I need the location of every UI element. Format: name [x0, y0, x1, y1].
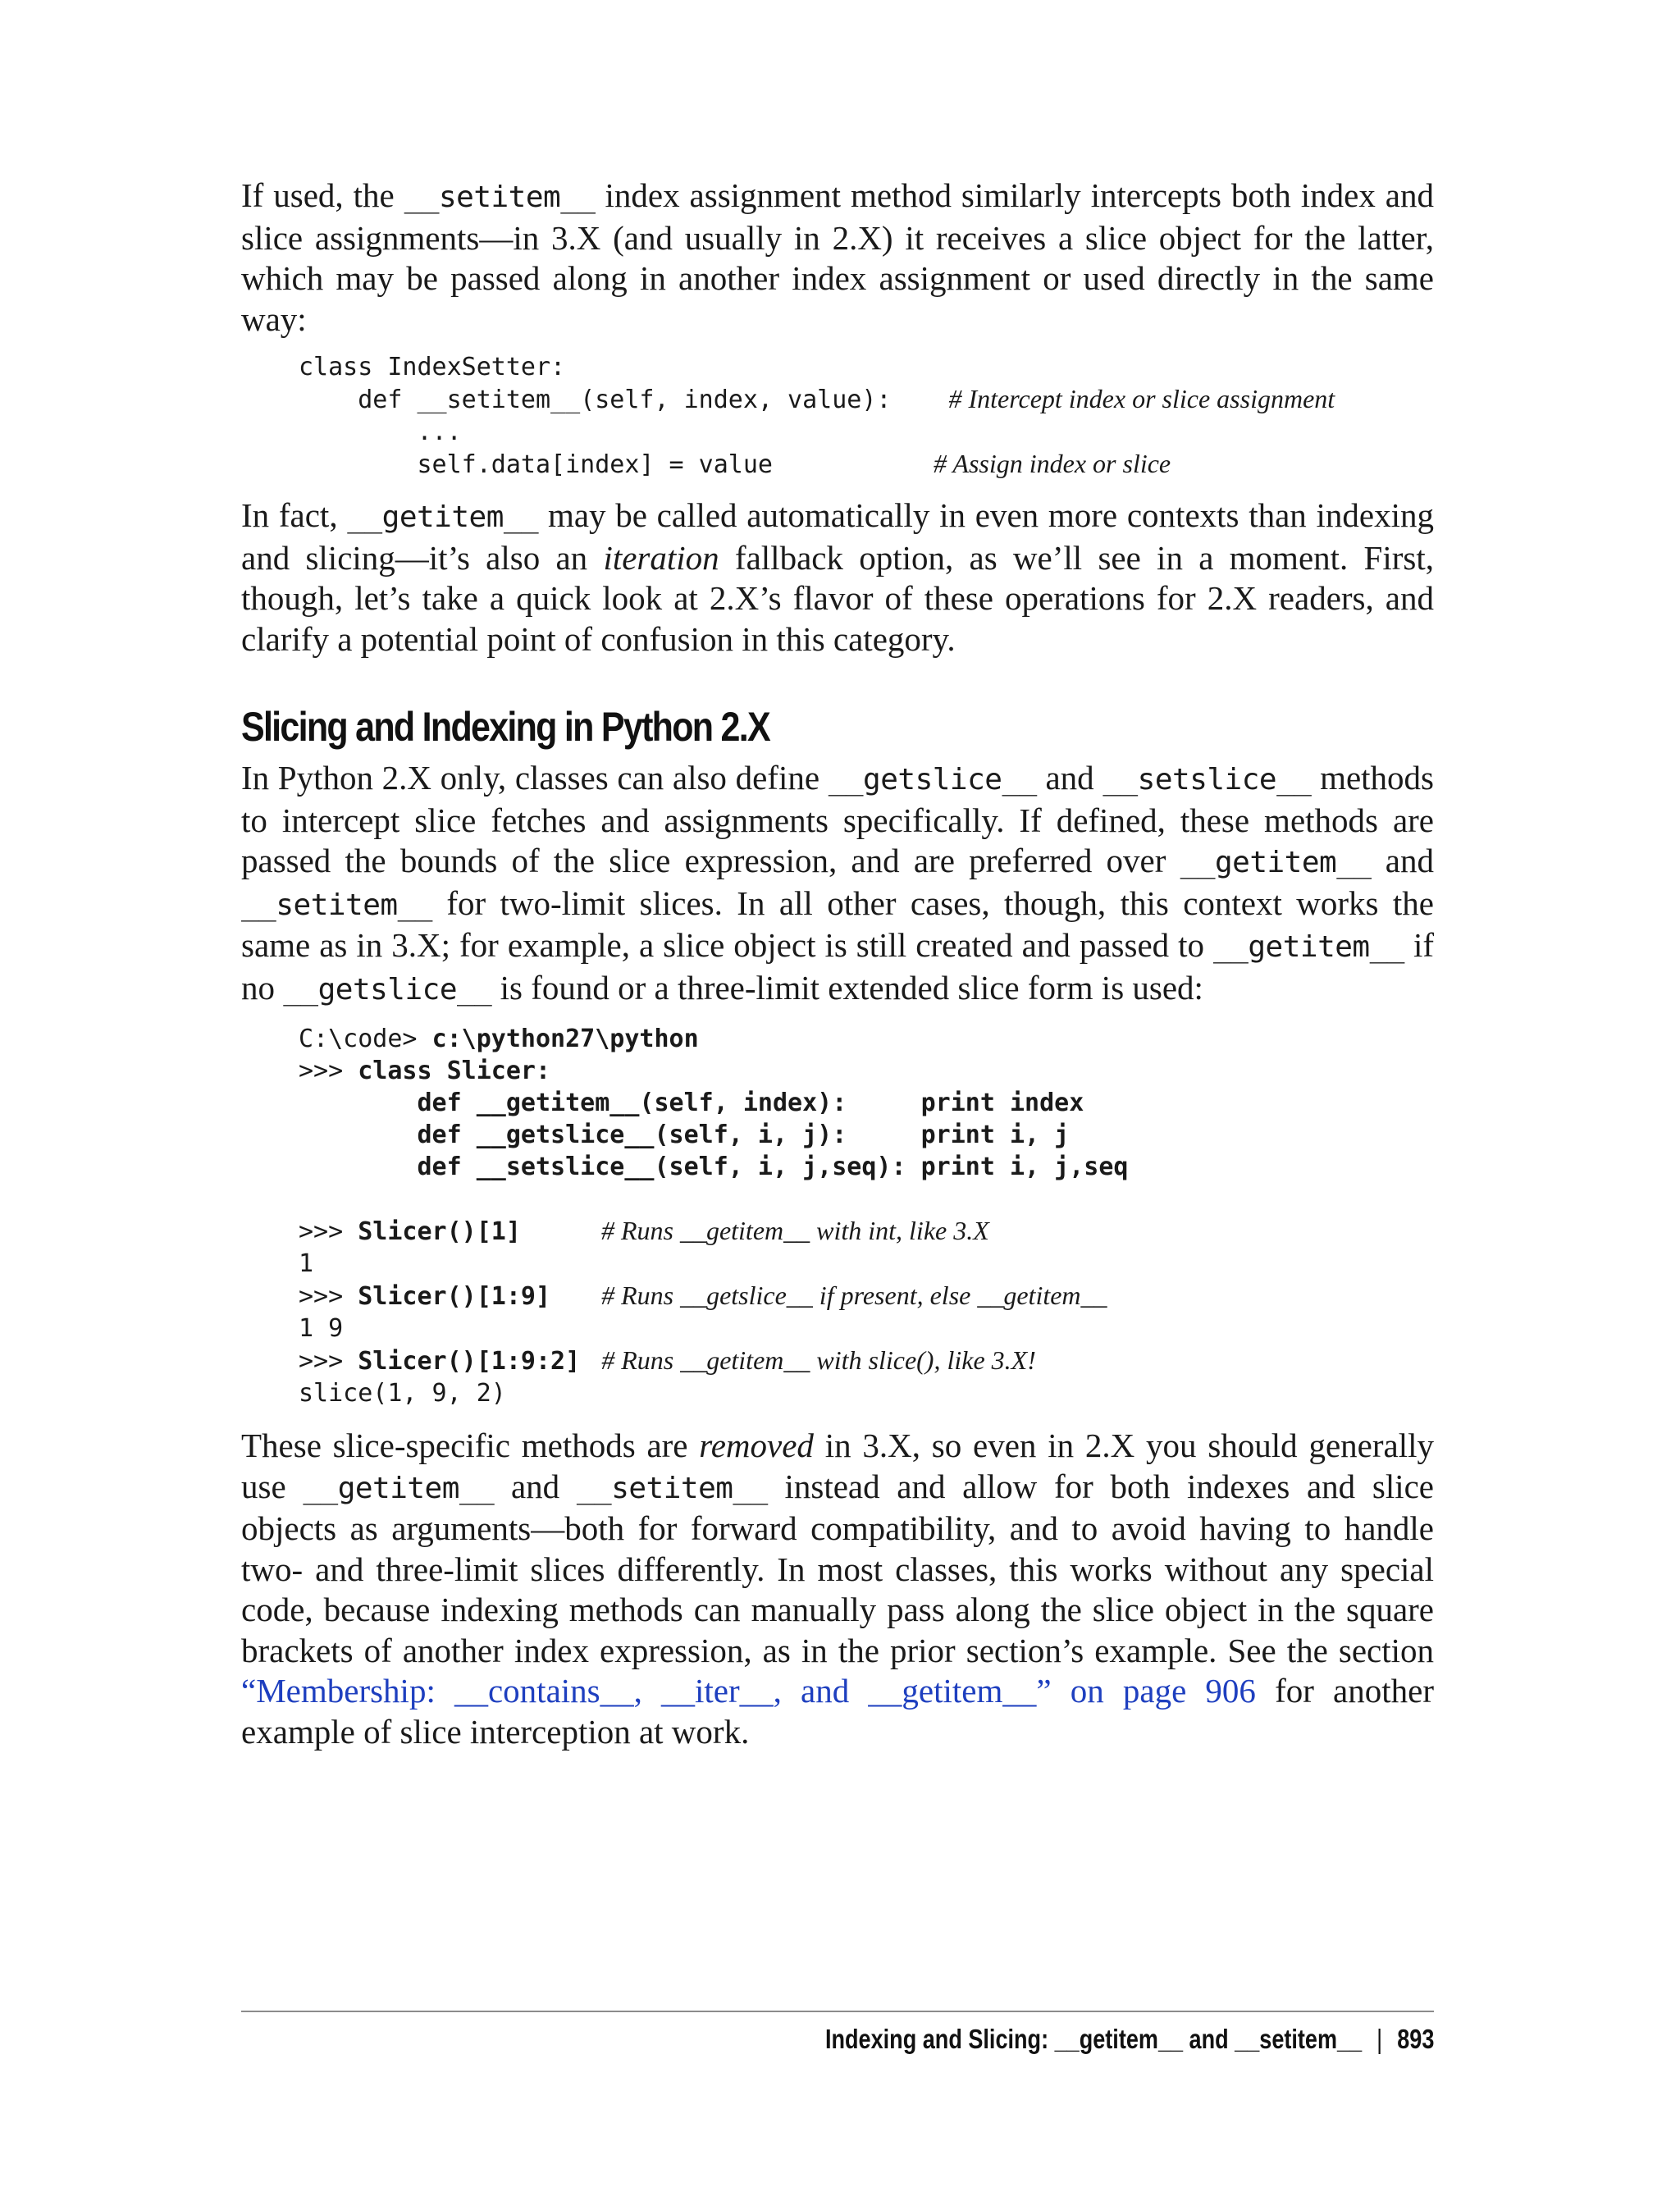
cross-reference-link[interactable]: “Membership: __contains__, __iter__, and __getitem__” on page 906	[241, 1672, 1256, 1710]
code-comment: # Assign index or slice	[933, 449, 1171, 478]
code-input: Slicer()[1:9]	[358, 1282, 551, 1311]
code-line: self.data[index] = value	[299, 450, 773, 479]
code-line: def __setitem__(self, index, value):	[299, 386, 892, 414]
paragraph-getitem-contexts	[241, 495, 1434, 660]
text: In Python 2.X only, classes can also define	[241, 759, 829, 797]
code-text: C:\code>	[299, 1025, 432, 1053]
text: and	[1371, 842, 1434, 879]
paragraph-removed-in-3x	[241, 1426, 1434, 1752]
page-content	[241, 176, 1434, 1752]
inline-code: __getitem__	[347, 500, 539, 534]
page-number: 893	[1396, 2024, 1434, 2054]
code-line: class IndexSetter:	[299, 353, 566, 381]
code-prompt: >>>	[299, 1057, 358, 1085]
emphasis: removed	[699, 1427, 814, 1464]
footer-separator: |	[1376, 2024, 1382, 2054]
code-output: slice(1, 9, 2)	[299, 1379, 506, 1408]
text: may be called automatically in even more contexts than indexing and slicing—it’s also an	[241, 496, 1435, 577]
text: instead and allow for both indexes and slice objects as arguments—both for forward compatibility, and to avoid having to handle two- and three-limit slices differently. In most classes, this works without any special code, because indexing methods can manually pass along the slice object in the square brackets of another index expression, as in the prior section’s example. See the section	[241, 1467, 1434, 1669]
inline-code: __setitem__	[576, 1471, 768, 1505]
text: and	[494, 1467, 577, 1505]
text: index assignment method similarly intercepts both index and slice assignments—in 3.X (and usually in 2.X) it receives a slice object for the latter, which may be passed along in another index assignment or used directly in the same way:	[241, 176, 1434, 338]
code-block-slicer	[299, 1023, 1434, 1409]
inline-code: __setitem__	[241, 888, 432, 922]
code-block-indexsetter	[299, 351, 1434, 481]
paragraph-python2-slicing	[241, 758, 1434, 1010]
text: If used, the	[241, 176, 404, 214]
code-comment: # Runs __getslice__ if present, else __getitem__	[601, 1281, 1107, 1310]
running-head: Indexing and Slicing: __getitem__ and __setitem__	[824, 2024, 1362, 2054]
section-heading: Slicing and Indexing in Python 2.X	[241, 704, 769, 750]
code-input: def __setslice__(self, i, j,seq): print i, j,seq	[299, 1153, 1129, 1181]
emphasis: iteration	[603, 538, 719, 577]
code-output: 1 9	[299, 1314, 344, 1343]
inline-code: __getitem__	[1213, 930, 1404, 964]
inline-code: __getslice__	[283, 972, 492, 1007]
inline-code: __getitem__	[1180, 846, 1372, 879]
footer-rule	[241, 2011, 1434, 2012]
code-input: Slicer()[1]	[358, 1217, 521, 1246]
code-input: def __getslice__(self, i, j): print i, j	[299, 1121, 1070, 1149]
code-input: Slicer()[1:9:2]	[358, 1347, 581, 1376]
inline-code: __getitem__	[303, 1471, 495, 1505]
code-input: c:\python27\python	[431, 1025, 699, 1053]
code-comment: # Runs __getitem__ with int, like 3.X	[600, 1216, 989, 1245]
code-prompt: >>>	[299, 1282, 358, 1311]
code-prompt: >>>	[299, 1347, 358, 1376]
code-prompt: >>>	[299, 1217, 358, 1246]
text: fallback option, as we’ll see in a moment. First, though, let’s take a quick look at 2.X’s flavor of these operations for 2.X readers, and clarify a potential point of confusion in this category.	[241, 538, 1434, 658]
text: if no	[241, 926, 1434, 1007]
page-footer	[825, 2023, 1434, 2056]
code-output: 1	[299, 1249, 314, 1278]
text: and	[1036, 759, 1103, 797]
text: These slice-specific methods are	[241, 1427, 700, 1464]
code-line: ...	[299, 418, 462, 446]
text: methods to intercept slice fetches and assignments specifically. If defined, these methods are passed the bounds of the slice expression, and are preferred over	[241, 759, 1435, 879]
code-comment: # Intercept index or slice assignment	[948, 384, 1335, 413]
text: is found or a three-limit extended slice form is used:	[491, 968, 1203, 1007]
paragraph-setitem-intro	[241, 176, 1434, 340]
code-comment: # Runs __getitem__ with slice(), like 3.X!	[601, 1345, 1036, 1375]
code-input: class Slicer:	[358, 1057, 551, 1085]
text: for two-limit slices. In all other cases, though, this context works the same as in 3.X; for example, a slice object is still created and passed to	[241, 883, 1434, 964]
code-input: def __getitem__(self, index): print index	[299, 1089, 1084, 1117]
text: in 3.X, so even in 2.X you should generally use	[241, 1427, 1434, 1505]
inline-code: __setitem__	[404, 180, 596, 214]
inline-code: __setslice__	[1102, 763, 1312, 797]
text: for another example of slice interception at work.	[241, 1672, 1434, 1751]
text: In fact,	[241, 496, 348, 534]
inline-code: __getslice__	[828, 763, 1037, 797]
